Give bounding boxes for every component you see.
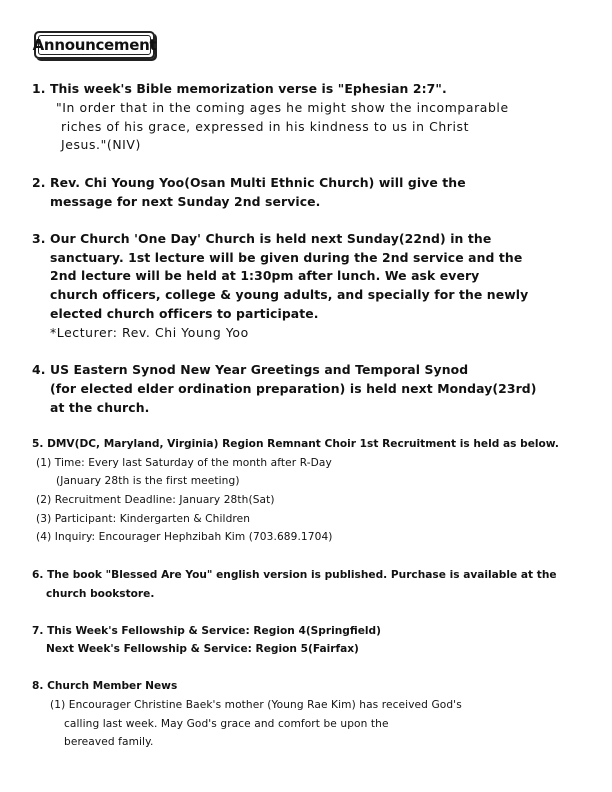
- item-3-line-1: 3. Our Church 'One Day' Church is held next Sunday(22nd) in the: [32, 231, 492, 246]
- item-1-heading: 1. This week's Bible memorization verse is "Ephesian 2:7".: [32, 81, 447, 96]
- item-7-line-1: 7. This Week's Fellowship & Service: Region 4(Springfield): [32, 625, 381, 637]
- item-3-lecturer: *Lecturer: Rev. Chi Young Yoo: [50, 325, 249, 340]
- item-4-line-3: at the church.: [50, 400, 150, 415]
- item-1-verse-line-3: Jesus."(NIV): [61, 137, 141, 152]
- item-2-line-2: message for next Sunday 2nd service.: [50, 194, 321, 209]
- item-5-sub-1-note: (January 28th is the first meeting): [56, 475, 240, 487]
- announcement-title-box: [34, 31, 155, 59]
- item-6-line-1: 6. The book "Blessed Are You" english version is published. Purchase is available at the: [32, 569, 557, 581]
- item-6-line-2: church bookstore.: [46, 588, 155, 600]
- item-5-sub-1: (1) Time: Every last Saturday of the month after R-Day: [36, 457, 332, 469]
- item-3-line-5: elected church officers to participate.: [50, 306, 319, 321]
- item-8-sub-1-line-2: calling last week. May God's grace and comfort be upon the: [64, 718, 389, 730]
- item-3-line-4: church officers, college & young adults, and specially for the newly: [50, 287, 529, 302]
- item-8-sub-1-line-3: bereaved family.: [64, 736, 154, 748]
- page-title: Announcement: [32, 36, 157, 54]
- item-4-line-2: (for elected elder ordination preparation) is held next Monday(23rd): [50, 381, 537, 396]
- item-5-heading: 5. DMV(DC, Maryland, Virginia) Region Remnant Choir 1st Recruitment is held as below.: [32, 438, 559, 450]
- item-1-verse-line-1: "In order that in the coming ages he might show the incomparable: [56, 100, 509, 115]
- item-2-line-1: 2. Rev. Chi Young Yoo(Osan Multi Ethnic Church) will give the: [32, 175, 466, 190]
- item-3-line-2: sanctuary. 1st lecture will be given during the 2nd service and the: [50, 250, 523, 265]
- item-5-sub-4: (4) Inquiry: Encourager Hephzibah Kim (703.689.1704): [36, 531, 333, 543]
- item-1-verse-line-2: riches of his grace, expressed in his kindness to us in Christ: [61, 119, 470, 134]
- item-7-line-2: Next Week's Fellowship & Service: Region 5(Fairfax): [46, 643, 359, 655]
- item-8-heading: 8. Church Member News: [32, 680, 178, 692]
- item-3-line-3: 2nd lecture will be held at 1:30pm after lunch. We ask every: [50, 268, 480, 283]
- item-5-sub-3: (3) Participant: Kindergarten & Children: [36, 513, 251, 525]
- item-8-sub-1: (1) Encourager Christine Baek's mother (Young Rae Kim) has received God's: [50, 699, 462, 711]
- item-5-sub-2: (2) Recruitment Deadline: January 28th(Sat): [36, 494, 275, 506]
- item-4-line-1: 4. US Eastern Synod New Year Greetings and Temporal Synod: [32, 362, 469, 377]
